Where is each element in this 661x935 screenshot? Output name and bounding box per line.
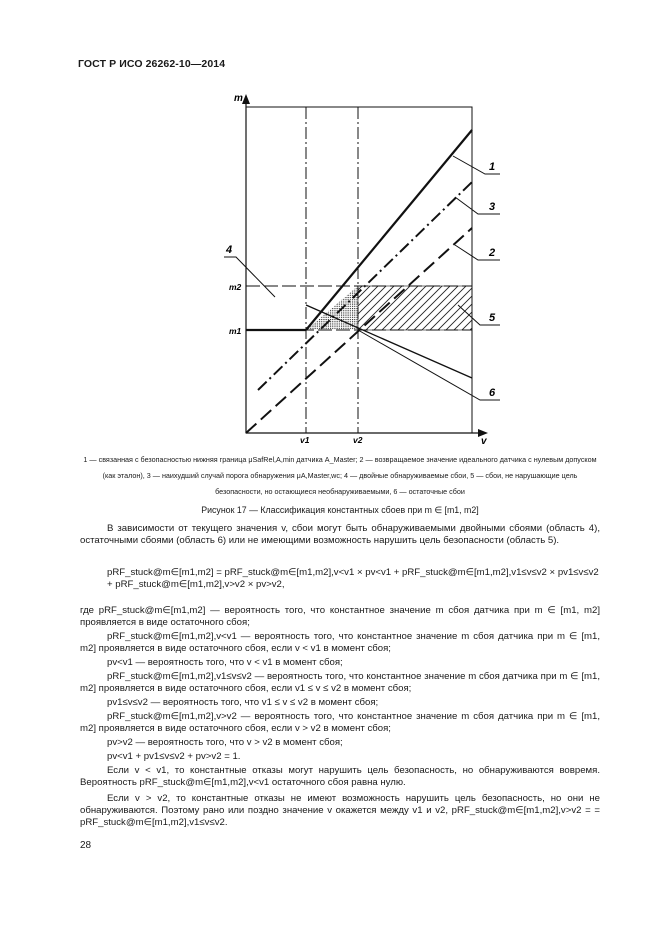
callout-5: 5 xyxy=(489,312,496,324)
y-axis-arrow xyxy=(242,94,250,104)
definition-2: pv<v1 — вероятность того, что v < v1 в момент сбоя; xyxy=(107,657,343,668)
probability-sum: pv<v1 + pv1≤v≤v2 + pv>v2 = 1. xyxy=(107,751,241,762)
stuck-fault-figure xyxy=(220,85,510,450)
callout-1: 1 xyxy=(489,161,496,173)
page-number: 28 xyxy=(80,840,92,851)
figure-caption: Рисунок 17 — Классификация константных сбоев при m ∈ [m1, m2] xyxy=(201,505,479,515)
paragraph-3: Если v > v2, то константные отказы не имеют возможность нарушить цель безопасность, но они не обнаруживаются. Поэтому рано или поздно значение v окажется между v1 и v2, pRF_stuck@m∈[m1,m2],v>v2 = = pRF_stuck@m∈[m1,m2],v1≤v≤v2. xyxy=(80,793,600,829)
definition-3: pRF_stuck@m∈[m1,m2],v1≤v≤v2 — вероятность того, что константное значение m сбоя датчика при m ∈ [m1, m2] проявляется в виде остаточного сбоя, если v1 ≤ v ≤ v2 в момент сбоя; xyxy=(80,671,600,695)
callout-3: 3 xyxy=(489,201,496,213)
definition-4: pv1≤v≤v2 — вероятность того, что v1 ≤ v ≤ v2 в момент сбоя; xyxy=(107,697,379,708)
definition-5: pRF_stuck@m∈[m1,m2],v>v2 — вероятность того, что константное значение m сбоя датчика при m ∈ [m1, m2] проявляется в виде остаточного сбоя, если v > v2 в момент сбоя; xyxy=(80,711,600,735)
callout-6-leader xyxy=(358,330,500,400)
where-clause: где pRF_stuck@m∈[m1,m2] — вероятность того, что константное значение m сбоя датчика при m ∈ [m1, m2] проявляется в виде остаточного сбоя; xyxy=(80,605,600,629)
callout-4: 4 xyxy=(226,244,233,256)
document-header: ГОСТ Р ИСО 26262-10—2014 xyxy=(78,58,226,70)
y-axis-label: m xyxy=(234,93,243,104)
plot-frame xyxy=(246,107,472,433)
formula: pRF_stuck@m∈[m1,m2] = pRF_stuck@m∈[m1,m2],v<v1 × pv<v1 + pRF_stuck@m∈[m1,m2],v1≤v≤v2 × pv1≤v≤v2 + pRF_stuck@m∈[m1,m2],v>v2 × pv>v2, xyxy=(107,567,599,591)
tick-v1: v1 xyxy=(300,435,310,445)
tick-m2: m2 xyxy=(229,282,242,292)
region-5-hatch xyxy=(358,286,472,330)
figure-legend: 1 — связанная с безопасностью нижняя граница μSafRel,A,min датчика A_Master; 2 — возвращаемое значение идеального датчика с нулевым допуском (как эталон), 3 — наихудший случай порога обнаружения μA,Master,wc; 4 — двойные обнаруживаемые сбои, 5 — сбои, не нарушающие цель безопасности, но остающиеся необнаруживаемыми, 6 — остаточные сбои xyxy=(83,455,597,496)
tick-m1: m1 xyxy=(229,326,242,336)
x-axis-label: v xyxy=(481,436,487,447)
callout-2: 2 xyxy=(489,247,496,259)
callout-6: 6 xyxy=(489,387,496,399)
definition-1: pRF_stuck@m∈[m1,m2],v<v1 — вероятность того, что константное значение m сбоя датчика при m ∈ [m1, m2] проявляется в виде остаточного сбоя, если v < v1 в момент сбоя; xyxy=(80,631,600,655)
paragraph-2: Если v < v1, то константные отказы могут нарушить цель безопасность, но обнаруживаются вовремя. Вероятность pRF_stuck@m∈[m1,m2],v<v1 остаточного сбоя равна нулю. xyxy=(80,765,600,789)
paragraph-intro: В зависимости от текущего значения v, сбои могут быть обнаруживаемыми двойными сбоями (область 4), остаточными сбоями (область 6) или не имеющими возможность нарушить цель безопасности (область 5). xyxy=(80,523,600,547)
definition-6: pv>v2 — вероятность того, что v > v2 в момент сбоя; xyxy=(107,737,343,748)
tick-v2: v2 xyxy=(353,435,363,445)
